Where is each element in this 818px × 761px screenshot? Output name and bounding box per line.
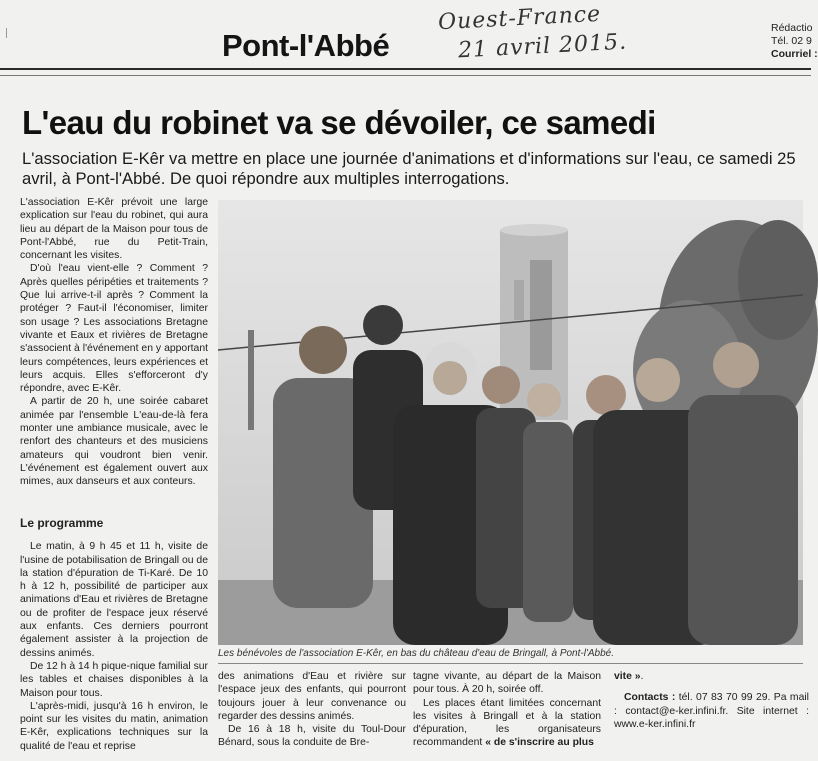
redaction-line: Tél. 02 9 [771, 35, 812, 47]
paragraph: tagne vivante, au départ de la Maison pour tous. À 20 h, soirée off. [413, 671, 601, 696]
contacts-label: Contacts : [624, 692, 676, 704]
article-column-1-program [20, 516, 208, 753]
paragraph [614, 691, 809, 731]
left-margin-mark [6, 28, 7, 38]
program-subhead: Le programme [20, 516, 104, 530]
paragraph: De 12 h à 14 h pique-nique familial sur les tables et chaises disponibles à la Maison pour tous. [20, 660, 208, 699]
contacts-details: tél. 07 83 70 99 29. Pa mail : contact@e-ker.infini.fr. Site internet : www.e-ker.infini.fr [614, 692, 809, 730]
section-title: Pont-l'Abbé [222, 28, 390, 63]
handwritten-date: 21 avril 2015. [457, 29, 628, 64]
paragraph: A partir de 20 h, une soirée cabaret animée par l'ensemble L'eau-de-là fera monter une ambiance musicale, avec le renfort des chanteurs et des musiciens amateurs qui voudront bien venir. L'événement est également ouvert aux mimes, aux danseurs et aux conteurs. [20, 396, 208, 488]
article-column-1 [20, 196, 208, 489]
paragraph: D'où l'eau vient-elle ? Comment ? Après quelles péripéties et traitements ? Que lui arrive-t-il après ? Comment la protéger ? Faut-il l'économiser, limiter son usage ? Les associations Bretagne vivante et Eaux et rivières de Bretagne s'associent à l'événement en y apportant leurs compétences, leurs expériences et leurs acquis. Elles s'efforceront d'y répondre, avec E-Kêr. [20, 263, 208, 395]
bold-head: vite » [614, 671, 641, 682]
article-column-2 [218, 670, 406, 750]
paragraph-text: Les places étant limitées concernant les visites à Bringall et à la station d'épuration, les organisateurs recommandent [413, 697, 601, 749]
paragraph: De 16 à 18 h, visite du Toul-Dour Bénard, sous la conduite de Bre- [218, 724, 406, 749]
paragraph: L'association E-Kêr prévoit une large explication sur l'eau du robinet, qui aura lieu au départ de la Maison pour tous de Pont-l'Abbé, rue du Petit-Train, concernant les visites. [20, 197, 208, 262]
header-bottom-rule [0, 75, 811, 76]
redaction-line: Courriel : [771, 48, 818, 60]
paragraph: L'après-midi, jusqu'à 16 h environ, le point sur les visites du matin, animation E-Kêr, explications techniques sur la qualité de l'eau et reprise [20, 700, 208, 752]
redaction-line: Rédactio [771, 22, 813, 34]
caption-rule [218, 663, 803, 664]
redaction-block [771, 22, 818, 61]
photo-caption: Les bénévoles de l'association E-Kêr, en bas du château d'eau de Bringall, à Pont-l'Abbé. [218, 648, 614, 659]
paragraph: Le matin, à 9 h 45 et 11 h, visite de l'usine de potabilisation de Bringall ou de la station d'épuration de Ti-Karé. De 10 h à 12 h, possibilité de participer aux animations d'Eau et rivières de Bretagne ou de profiter de l'espace jeux réservé aux enfants. Ces derniers pourront également assister à la projection de dessins animés. [20, 541, 208, 659]
article-column-3 [413, 670, 601, 750]
paragraph: vite ». [614, 671, 644, 682]
paragraph: des animations d'Eau et rivière sur l'espace jeux des enfants, qui pourront toujours jouer à leur convenance ou regarder des dessins animés. [218, 671, 406, 722]
handwritten-source: Ouest-France [437, 1, 602, 36]
article-lead: L'association E-Kêr va mettre en place une journée d'animations et d'informations sur l'eau, ce samedi 25 avril, à Pont-l'Abbé. De quoi répondre aux multiples interrogations. [22, 149, 796, 188]
paragraph-bold-tail: « de s'inscrire au plus [485, 737, 594, 749]
volunteers-photo [218, 200, 803, 645]
top-rule [0, 68, 811, 70]
article-headline: L'eau du robinet va se dévoiler, ce samedi [22, 104, 656, 141]
paragraph [413, 697, 601, 750]
photo-illustration [218, 200, 803, 645]
article-column-4 [614, 670, 809, 731]
